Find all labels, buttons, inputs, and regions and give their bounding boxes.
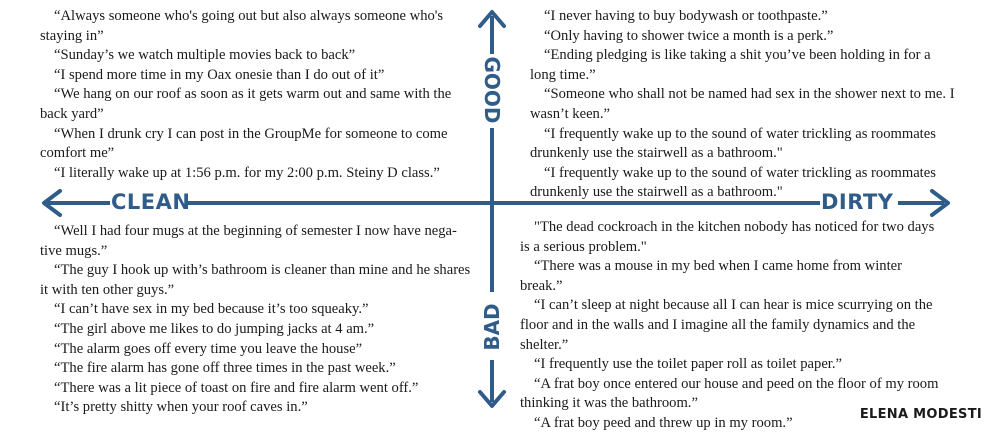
quote: “I frequently wake up to the sound of water trickling as roommates drunkenly use the stairwell as a bathroom." xyxy=(530,164,936,201)
quote: “Always someone who's going out but also always someone who's staying in” xyxy=(40,8,444,44)
quote: “When I drunk cry I can post in the GroupMe for someone to come comfort me” xyxy=(40,125,448,162)
quote: "The dead cockroach in the kitchen nobody has noticed for two days is a serious problem." xyxy=(520,219,935,255)
quote: “I frequently wake up to the sound of water trickling as roommates drunkenly use the stairwell as a bathroom." xyxy=(530,125,936,162)
quote: “Sunday’s we watch multiple movies back to back” xyxy=(54,47,356,64)
quote: “There was a lit piece of toast on fire and fire alarm went off.” xyxy=(54,379,419,396)
good-axis-label: GOOD xyxy=(480,56,504,124)
quadrant-clean-bad xyxy=(40,222,472,418)
bad-axis-label: BAD xyxy=(480,303,504,351)
quote: “I can’t sleep at night because all I can hear is mice scurrying on the floor and in the walls and I imagine all the family dynamics and the shelter.” xyxy=(520,297,933,353)
quote: “The girl above me likes to do jumping jacks at 4 am.” xyxy=(54,320,375,337)
quote: “A frat boy peed and threw up in my room.” xyxy=(534,414,793,431)
quote: “It’s pretty shitty when your roof caves in.” xyxy=(54,399,308,416)
quote: “Someone who shall not be named had sex in the shower next to me. I wasn’t keen.” xyxy=(530,86,955,122)
dirty-axis-label: DIRTY xyxy=(821,190,894,214)
quadrant-dirty-good xyxy=(530,7,955,203)
quote: “I never having to buy bodywash or toothpaste.” xyxy=(544,8,828,24)
quote: “I frequently use the toilet paper roll as toilet paper.” xyxy=(534,356,842,373)
quote: “Ending pledging is like taking a shit you’ve been holding in for a long time.” xyxy=(530,47,931,83)
quote: “The guy I hook up with’s bathroom is cleaner than mine and he shares it with ten other guys.” xyxy=(40,262,471,298)
clean-axis-label: CLEAN xyxy=(111,190,191,214)
quote: “A frat boy once entered our house and peed on the floor of my room thinking it was the bathroom.” xyxy=(520,375,939,412)
quote: “The fire alarm has gone off three times in the past week.” xyxy=(54,360,396,377)
quote: “The alarm goes off every time you leave the house” xyxy=(54,340,363,357)
quote: “I spend more time in my Oax onesie than I do out of it” xyxy=(54,66,385,83)
quote: “Well I had four mugs at the beginning of semester I now have nega- tive mugs.” xyxy=(40,223,457,259)
quote: “I can’t have sex in my bed because it’s too squeaky.” xyxy=(54,301,369,318)
quote: “Only having to shower twice a month is a perk.” xyxy=(544,27,834,44)
quote: “We hang on our roof as soon as it gets warm out and same with the back yard” xyxy=(40,86,452,122)
quote: “There was a mouse in my bed when I came home from winter break.” xyxy=(520,258,902,294)
quadrant-clean-good xyxy=(40,7,472,183)
quote: “I literally wake up at 1:56 p.m. for my 2:00 p.m. Steiny D class.” xyxy=(54,164,440,181)
artist-credit: ELENA MODESTI xyxy=(859,407,982,422)
quadrant-dirty-bad xyxy=(520,218,945,434)
